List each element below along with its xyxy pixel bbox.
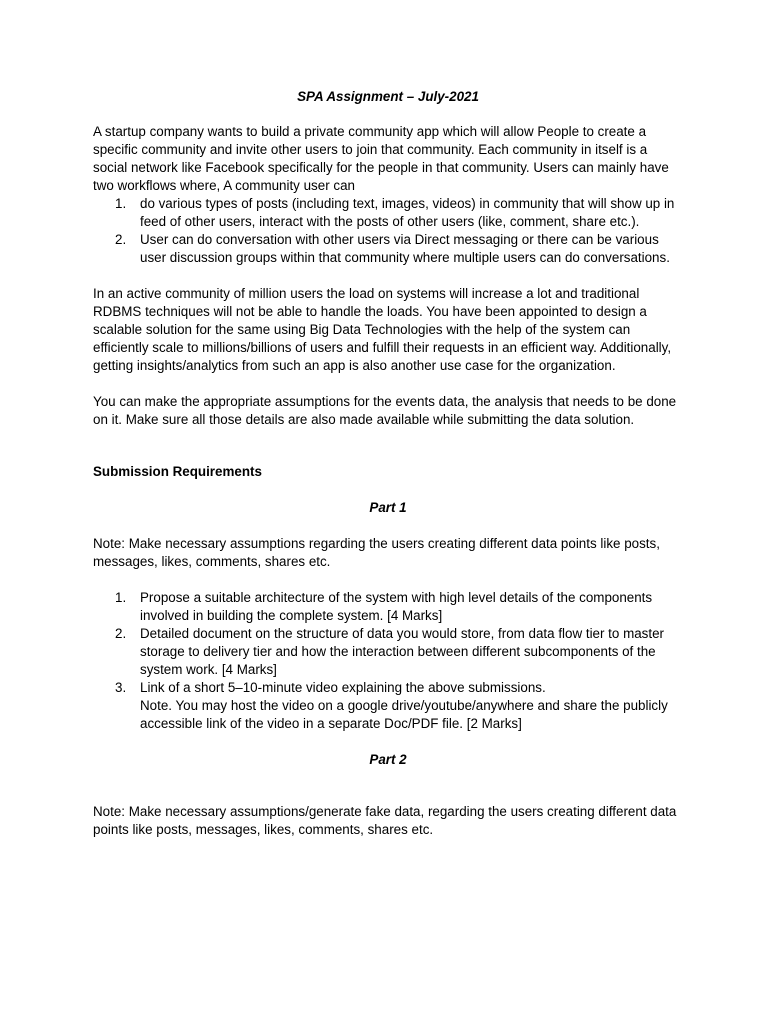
assumptions-paragraph: You can make the appropriate assumptions for the events data, the analysis that needs to be done on it. Make sure all those details are also made available while submitting the data solution. bbox=[93, 394, 677, 427]
spacer bbox=[93, 267, 683, 285]
part2-heading: Part 2 bbox=[369, 752, 407, 767]
spacer bbox=[93, 429, 683, 463]
list-number: 2. bbox=[115, 626, 127, 641]
list-item bbox=[93, 195, 683, 231]
list-item-text: Detailed document on the structure of data you would store, from data flow tier to master storage to delivery tier and how the interaction between different subcomponents of the system work. [4 Marks] bbox=[140, 626, 664, 677]
list-item-text: Propose a suitable architecture of the system with high level details of the components involved in building the complete system. [4 Marks] bbox=[140, 590, 653, 623]
list-number: 2. bbox=[115, 232, 127, 247]
load-paragraph: In an active community of million users the load on systems will increase a lot and traditional RDBMS techniques will not be able to handle the loads. You have been appointed to design a scalable solution for the same using Big Data Technologies with the help of the system can efficiently scale to millions/billions of users and fulfill their requests in an efficient way. Additionally, getting insights/analytics from such an app is also another use case for the organization. bbox=[93, 286, 672, 373]
spacer bbox=[93, 733, 683, 751]
list-item-text: Link of a short 5–10-minute video explaining the above submissions. bbox=[140, 680, 546, 695]
spacer bbox=[93, 481, 683, 499]
submission-heading: Submission Requirements bbox=[93, 464, 262, 479]
document-title: SPA Assignment – July-2021 bbox=[297, 89, 479, 104]
spacer bbox=[93, 571, 683, 589]
intro-paragraph: A startup company wants to build a private community app which will allow People to create a specific community and invite other users to join that community. Each community in itself is a social network like Facebook specifically for the people in that community. Users can mainly have two workflows where, A community user can bbox=[93, 124, 669, 193]
list-item-note: Note. You may host the video on a google drive/youtube/anywhere and share the publicly accessible link of the video in a separate Doc/PDF file. [2 Marks] bbox=[140, 698, 668, 731]
list-number: 3. bbox=[115, 680, 127, 695]
list-item bbox=[93, 679, 683, 733]
part1-note: Note: Make necessary assumptions regarding the users creating different data points like posts, messages, likes, comments, shares etc. bbox=[93, 536, 660, 569]
list-number: 1. bbox=[115, 590, 127, 605]
list-item bbox=[93, 589, 683, 625]
spacer bbox=[93, 375, 683, 393]
document-page bbox=[93, 88, 683, 839]
list-item-text: User can do conversation with other users via Direct messaging or there can be various user discussion groups within that community where multiple users can do conversations. bbox=[140, 232, 670, 265]
list-item-text: do various types of posts (including text, images, videos) in community that will show up in feed of other users, interact with the posts of other users (like, comment, share etc.). bbox=[140, 196, 675, 229]
list-item bbox=[93, 625, 683, 679]
spacer bbox=[93, 769, 683, 803]
list-item bbox=[93, 231, 683, 267]
workflow-list bbox=[93, 195, 683, 267]
spacer bbox=[93, 517, 683, 535]
part1-heading: Part 1 bbox=[369, 500, 407, 515]
list-number: 1. bbox=[115, 196, 127, 211]
part2-note: Note: Make necessary assumptions/generate fake data, regarding the users creating different data points like posts, messages, likes, comments, shares etc. bbox=[93, 804, 677, 837]
part1-list bbox=[93, 589, 683, 733]
